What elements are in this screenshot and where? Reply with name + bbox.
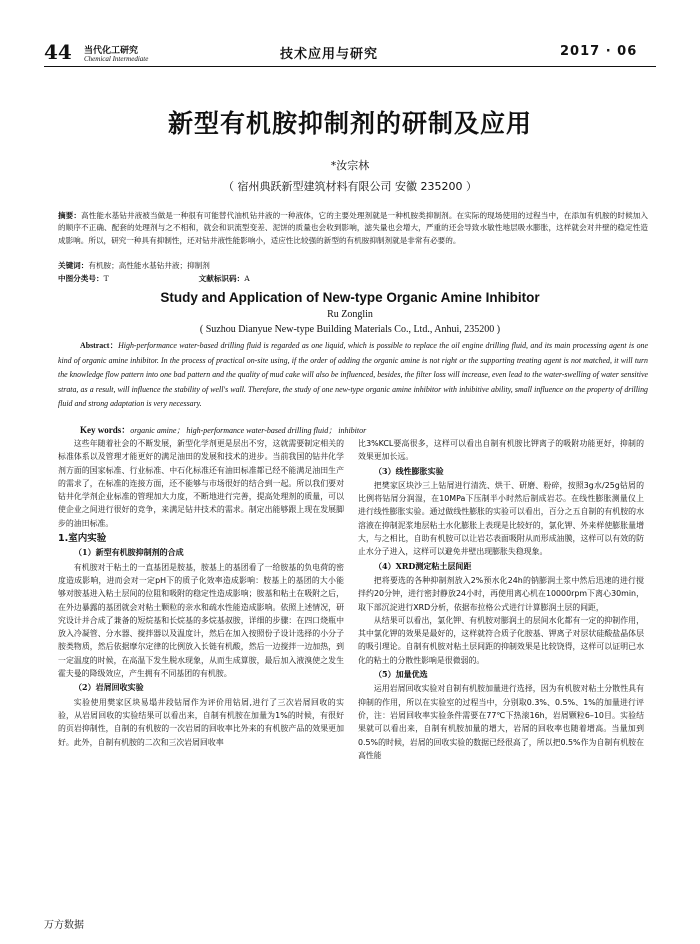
keywords-label-en: Key words：	[80, 425, 131, 435]
article-title: 新型有机胺抑制剂的研制及应用	[167, 109, 532, 138]
body-paragraph: 把樊家区块沙三上钻屑进行清洗、烘干、研磨、粉碎，按照3g水/25g钻屑的比例将钻屑分润湿，在10MPa下压制半小时然后制成岩芯。在线性膨胀测量仪上进行线性膨胀实验。通过做线性膨胀的实验可以看出，百分之五自制的有机胺的水溶液在抑制泥浆地层粘土水化膨胀上表现是比较好的，氯化钾、外来样使膨胀量增大，与之相比，自助有机胺可以让岩芯表面吸附从而形成油膜，这样可以有效的防止水分子进入，这样可以避免井壁出现膨胀失稳现象。	[358, 480, 644, 557]
article-title-en: Study and Application of New-type Organic Amine Inhibitor	[160, 290, 540, 305]
subsection-heading: （4）XRD测定粘土层间距	[374, 560, 472, 571]
journal-name-cn: 当代化工研究	[84, 46, 139, 56]
abstract-text-cn: 高性能水基钻井液被当做是一种很有可能替代油机钻井液的一种液体，它的主要处理剂就是一种机胺类抑制剂。在实际的现场使用的过程当中，在添加有机胺的时候加入的顺序不正确、配套的处理剂与之不相和，就会和识流型变差、泥饼的质量也会收到影响，滤失量也会增大，严重的还会导致水敏性地层吸水膨胀，这样就会对井壁的稳定性造成影响。所以，研究一种具有抑制性，还对钻井液性能影响小，适应性比较强的新型的有机胺抑制剂就是非常有必要的。	[58, 211, 649, 245]
body-right-column	[358, 437, 644, 762]
body-paragraph: 运用岩屑回收实验对自制有机胺加量进行选择，因为有机胺对粘土分散性具有抑制的作用，所以在实验室的过程当中，分别取0.3%、0.5%、1%的加量进行评价，注：岩屑回收率实验条件需要在77℃下热滚16h，岩屑颗粒6–10目。实验结果就可以看出来，自制有机胺加量的增大，岩屑的回收率也随着增高。当量加到0.5%的时候，岩屑的回收实验的数据已经很高了，所以把0.5%作为自制有机胺在高性能	[358, 684, 644, 760]
header-rule	[44, 66, 656, 67]
issue-number: 2017 · 06	[560, 44, 638, 59]
keywords-en	[80, 423, 366, 436]
section-title: 技术应用与研究	[280, 47, 379, 62]
body-left-column	[58, 437, 344, 749]
body-paragraph: 实验使用樊家区块易塌井段钻屑作为评价用钻屑,进行了三次岩屑回收的实验，从岩屑回收的实验结果可以看出来，自制有机胺在加量为1%的时候，有很好的页岩抑制性，自制的有机胺的一次岩屑的回收率比外来的有机胺产品的效果更加好。此外，自制有机胺的二次和三次岩屑回收率	[58, 697, 344, 747]
author: *汝宗林	[330, 159, 370, 172]
body-paragraph: 比3%KCL要高很多，这样可以看出自制有机胺比钾离子的吸附功能更好，抑制的效果更加长远。	[358, 439, 644, 462]
clc-label: 中图分类号：	[58, 274, 104, 283]
subsection-heading: （2）岩屑回收实验	[74, 682, 144, 693]
page-number: 44	[44, 40, 72, 64]
footer-source: 万方数据	[44, 920, 84, 931]
abstract-text-en: High-performance water-based drilling fluid is regarded as one liquid, which is possible to replace the oil engine drilling fluid, and its main processing agent is one kind of organic amine inhibitor. In the process of practical on-site using, if the order of adding the organic amine is not right or the supporting treating agent is not matched, it will turn the knowledge flow pattern into one bad pattern and the quality of mud cake will also be influenced, besides, the filter loss will increase, even lead to the water-swelling of water sensitive strata, as a result, will influence the stability of well's wall. Therefore, the study of one new-type organic amine inhibitor with inhibitive ability, small influence on the property of drilling fluid and strong adaptation is very necessary.	[58, 341, 648, 409]
affiliation: （ 宿州典跃新型建筑材料有限公司 安徽 235200 ）	[223, 180, 477, 193]
body-paragraph: 有机胺对于粘土的一直基团是胺基，胺基上的基团看了一给胺基的负电荷的密度造成影响，进而会对一定pH下的质子化效率造成影响：胺基上的基团的大小能够对胺基进入粘土层间的位阻和吸附的稳定性造成影响；胺基和粘土在吸附之后，在外边暴露的基团就会对粘土颗粒的亲水和疏水性能造成影响。依照上述情况，研究设计并合成了兼备的短烷基和长烷基的多烷基叔胺，详细的步骤：在四口烧瓶中放入冷凝管、分水器、搅拌器以及温度计，然后在加入按照份子设计选择的小分子胺类物质，然后依据摩尔定律的比例放入长链有机酸，然后一边搅拌一边加热，到一定温度的时候，在高温下发生脱水现象，从而生成算胺，最后加入液溴使之发生霍夫曼的降级效应，产生拥有不同基团的有机胺。	[58, 562, 344, 679]
journal-name-en: Chemical Intermediate	[84, 55, 149, 63]
body-paragraph: 这些年随着社会的不断发展，新型化学剂更是层出不穷，这就需要制定相关的标准体系以及管理才能更好的满足油田的发展和技术的进步。当前我国的钻井化学剂方面的国家标准、行业标准、中石化标准还有油田标准都已经不能满足油田生产的需求了，在标准的连接方面，还不能够与市场很好的结合到一起。所以我们要对钻井化学剂企业标准的管理加大力度，不断地进行完善，提高处理剂的质量，可以使企业之间进行很好的竞争，来满足钻井技术的需求。制定出能够跟上现在发展脚步的油田标准。	[58, 439, 344, 528]
body-paragraph: 从结果可以看出，氯化钾、有机胺对膨润土的层间水化都有一定的抑制作用，其中氯化钾的效果是最好的，这样就符合质子化胺基、钾离子对层状硅酸盐晶体层的吸引理论。自制有机胺对粘土层间距的抑制效果是比较饶得，这样可以证明已水化的粘土的分散性影响是很微弱的。	[358, 615, 644, 665]
keywords-text-en: organic amine； high-performance water-based drilling fluid； inhibitor	[130, 426, 367, 435]
section-heading: 1.室内实验	[58, 533, 107, 545]
subsection-heading: （3）线性膨胀实验	[374, 465, 444, 476]
affiliation-en: ( Suzhou Dianyue New-type Building Materials Co., Ltd., Anhui, 235200 )	[199, 324, 501, 335]
abstract-en	[58, 339, 648, 412]
abstract-cn	[58, 210, 648, 247]
classification-line	[58, 273, 250, 284]
clc-value: T	[103, 274, 109, 283]
author-en: Ru Zonglin	[327, 309, 373, 320]
subsection-heading: （5）加量优选	[374, 669, 428, 680]
subsection-heading: （1）新型有机胺抑制剂的合成	[74, 547, 184, 558]
doc-code-label: 文献标识码：	[198, 274, 245, 283]
body-paragraph: 把将要选的各种抑制剂放入2%预水化24h的钠膨润土浆中然后迅速的进行搅拌约20分钟，进行密封静放24小时，再使用离心机在10000rpm下离心30min，取下部沉淀进行XRD分析，依据布拉格公式进行计算膨润土层的间距，	[358, 575, 644, 612]
keywords-label-cn: 关键词：	[58, 261, 89, 270]
page-header	[0, 0, 700, 70]
abstract-label-en: Abstract：	[80, 341, 119, 350]
doc-code-value: A	[244, 274, 250, 283]
keywords-cn	[58, 260, 210, 271]
abstract-label-cn: 摘要：	[58, 211, 81, 220]
keywords-text-cn: 有机胺；高性能水基钻井液；抑制剂	[88, 261, 210, 270]
